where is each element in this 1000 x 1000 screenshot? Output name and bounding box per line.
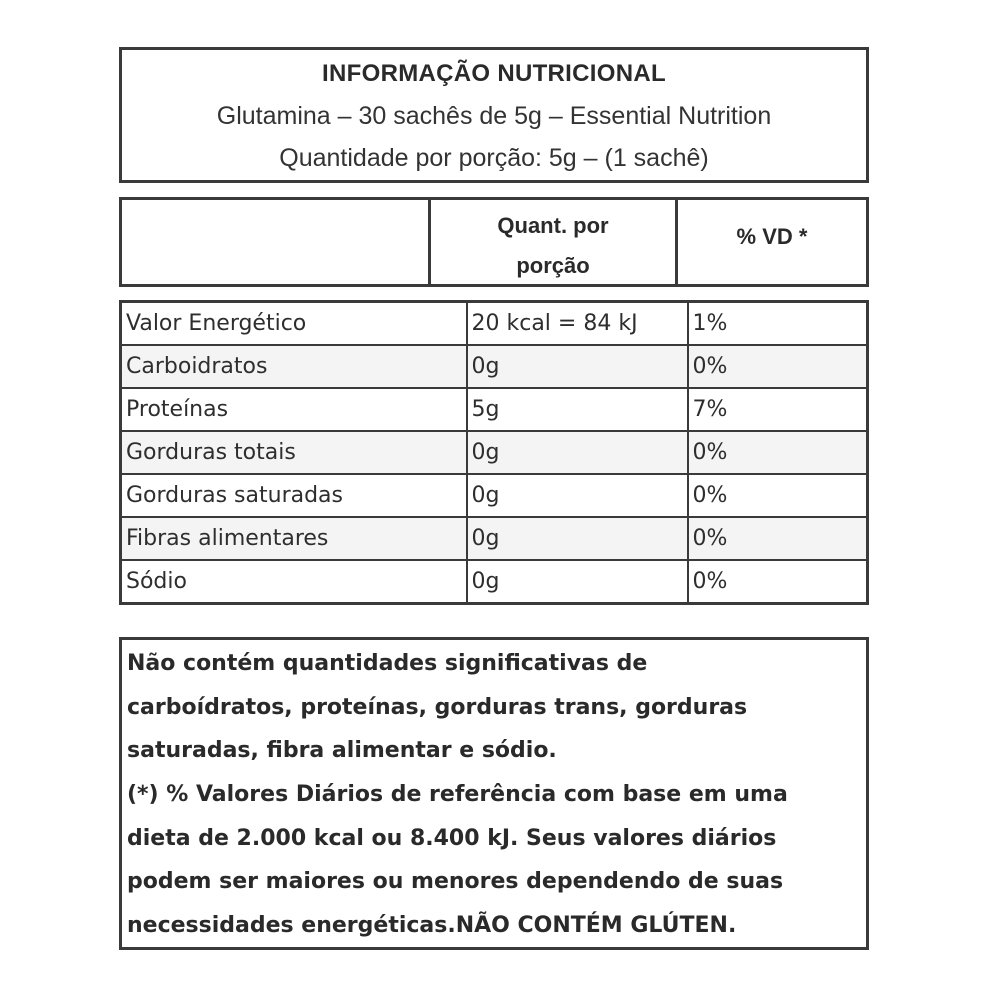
nutrient-quantity: 0g [467,517,688,560]
daily-value-column-header: % VD * [736,224,808,249]
nutrient-name: Proteínas [121,388,467,431]
table-row [121,517,868,560]
daily-value-reference-note: (*) % Valores Diários de referência com base em uma dieta de 2.000 kcal ou 8.400 kJ. Seus valores diários podem ser maiores ou menores dependendo de suas necessidades energéticas.NÃO CONTÉM GLÚTEN. [127,782,788,938]
table-row [121,345,868,388]
nutrient-daily-value: 0% [688,517,868,560]
nutrient-quantity: 0g [467,431,688,474]
table-row [121,474,868,517]
nutrient-name: Carboidratos [121,345,467,388]
nutrient-daily-value: 0% [688,431,868,474]
nutrient-quantity: 0g [467,474,688,517]
quantity-column-header: Quant. por porção [497,213,609,278]
nutrient-name: Gorduras saturadas [121,474,467,517]
nutrient-name: Sódio [121,560,467,604]
nutrient-name: Valor Energético [121,302,467,346]
nutrient-daily-value: 7% [688,388,868,431]
footnote-box [119,637,869,950]
nutrient-daily-value: 0% [688,560,868,604]
nutrient-name: Gorduras totais [121,431,467,474]
label-header [119,47,869,183]
column-header-row [119,197,869,287]
table-row [121,431,868,474]
table-row [121,388,868,431]
label-title: INFORMAÇÃO NUTRICIONAL [322,60,666,87]
nutrient-quantity: 5g [467,388,688,431]
table-row [121,560,868,604]
nutrient-quantity: 0g [467,345,688,388]
nutrient-daily-value: 0% [688,474,868,517]
nutrient-name: Fibras alimentares [121,517,467,560]
serving-size-line: Quantidade por porção: 5g – (1 sachê) [279,144,709,172]
insignificant-amounts-note: Não contém quantidades significativas de carboídratos, proteínas, gorduras trans, gorduras saturadas, fibra alimentar e sódio. [127,651,748,764]
nutrient-daily-value: 0% [688,345,868,388]
product-line: Glutamina – 30 sachês de 5g – Essential Nutrition [216,102,772,130]
nutrient-quantity: 20 kcal = 84 kJ [467,302,688,346]
nutrient-table [119,300,869,605]
nutrient-quantity: 0g [467,560,688,604]
table-row [121,302,868,346]
nutrient-daily-value: 1% [688,302,868,346]
